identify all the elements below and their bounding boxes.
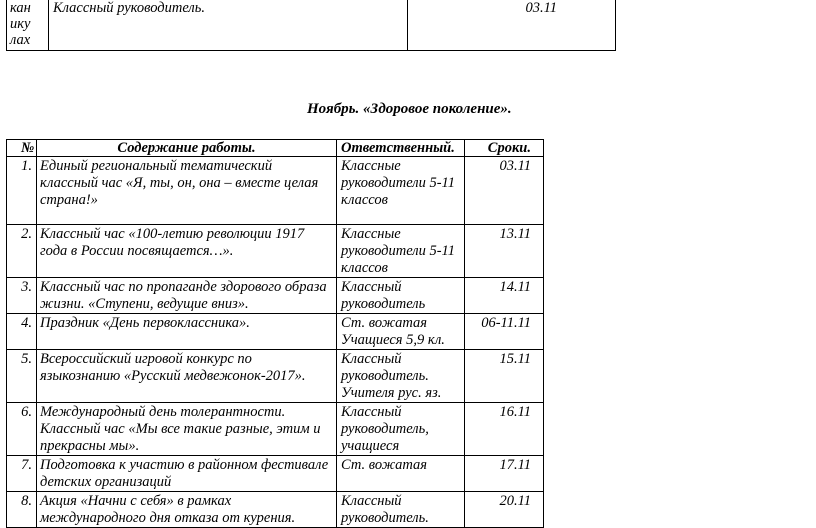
table-header-row — [7, 140, 544, 157]
header-content: Содержание работы. — [37, 140, 337, 157]
top-left-cell: кан ику лах — [7, 0, 49, 51]
row-responsible: Классный руководитель — [337, 278, 465, 314]
table-row — [7, 456, 544, 492]
row-content: Акция «Начни с себя» в рамках международного дня отказа от курения. — [37, 492, 337, 528]
row-date: 16.11 — [465, 403, 544, 456]
row-num: 6. — [7, 403, 37, 456]
row-content: Подготовка к участию в районном фестивале детских организаций — [37, 456, 337, 492]
row-num: 7. — [7, 456, 37, 492]
header-dates: Сроки. — [465, 140, 544, 157]
row-responsible: Ст. вожатая — [337, 456, 465, 492]
table-row — [7, 0, 616, 51]
row-content: Единый региональный тематический классный час «Я, ты, он, она – вместе целая страна!» — [37, 157, 337, 225]
row-responsible: Классные руководители 5-11 классов — [337, 157, 465, 225]
row-responsible: Классный руководитель. Учителя рус. яз. — [337, 350, 465, 403]
row-num: 1. — [7, 157, 37, 225]
row-num: 8. — [7, 492, 37, 528]
row-content: Международный день толерантности. Классный час «Мы все такие разные, этим и прекрасны мы». — [37, 403, 337, 456]
section-title: Ноябрь. «Здоровое поколение». — [307, 101, 512, 117]
row-responsible: Классный руководитель. — [337, 492, 465, 528]
table-row — [7, 350, 544, 403]
row-content: Классный час «100-летию революции 1917 года в России посвящается…». — [37, 225, 337, 278]
top-table-fragment — [6, 0, 616, 51]
row-num: 3. — [7, 278, 37, 314]
row-content: Праздник «День первоклассника». — [37, 314, 337, 350]
row-date: 14.11 — [465, 278, 544, 314]
row-date: 15.11 — [465, 350, 544, 403]
activities-table — [6, 139, 544, 528]
table-row — [7, 314, 544, 350]
header-responsible: Ответственный. — [337, 140, 465, 157]
header-num: № — [7, 140, 37, 157]
row-date: 20.11 — [465, 492, 544, 528]
row-responsible: Классный руководитель, учащиеся — [337, 403, 465, 456]
table-row — [7, 492, 544, 528]
top-date-cell: 03.11 — [408, 0, 616, 51]
row-date: 17.11 — [465, 456, 544, 492]
row-num: 4. — [7, 314, 37, 350]
row-responsible: Классные руководители 5-11 классов — [337, 225, 465, 278]
row-date: 13.11 — [465, 225, 544, 278]
table-row — [7, 225, 544, 278]
row-date: 03.11 — [465, 157, 544, 225]
table-row — [7, 157, 544, 225]
row-num: 5. — [7, 350, 37, 403]
row-date: 06-11.11 — [465, 314, 544, 350]
row-num: 2. — [7, 225, 37, 278]
row-content: Всероссийский игровой конкурс по языкознанию «Русский медвежонок-2017». — [37, 350, 337, 403]
row-responsible: Ст. вожатая Учащиеся 5,9 кл. — [337, 314, 465, 350]
row-content: Классный час по пропаганде здорового образа жизни. «Ступени, ведущие вниз». — [37, 278, 337, 314]
table-row — [7, 278, 544, 314]
top-content-cell: Классный руководитель. — [49, 0, 408, 51]
table-row — [7, 403, 544, 456]
